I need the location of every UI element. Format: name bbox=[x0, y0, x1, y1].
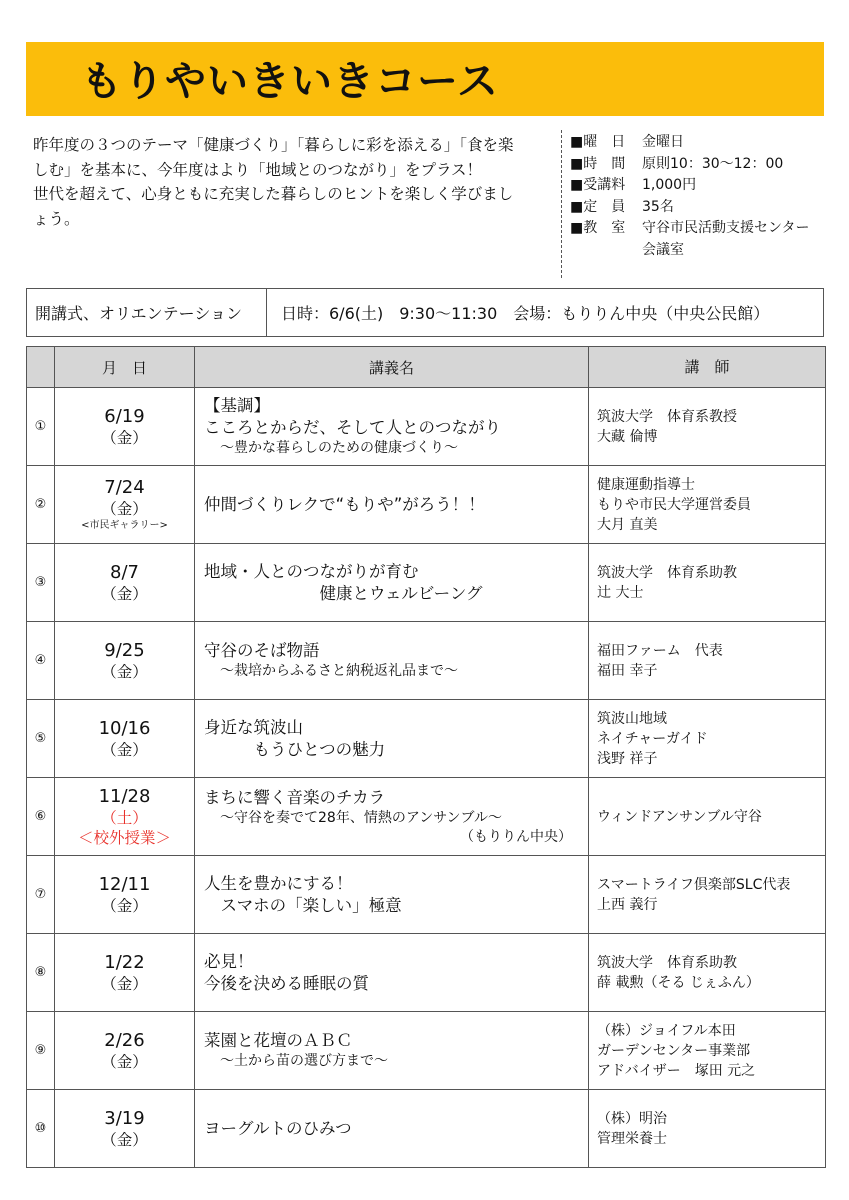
info-label: ■定 員 bbox=[570, 198, 626, 215]
session-title: 地域・人とのつながりが育む bbox=[204, 561, 419, 581]
session-number: ⑩ bbox=[27, 1090, 55, 1168]
table-row bbox=[27, 700, 826, 778]
info-row bbox=[570, 175, 845, 197]
lecturer-line: 筑波山地域 bbox=[597, 710, 667, 727]
lecturer-line: 福田ファーム 代表 bbox=[597, 642, 723, 659]
info-value: 金曜日 bbox=[642, 134, 684, 150]
lecturer-line: アドバイザー 塚田 元之 bbox=[597, 1062, 756, 1079]
session-date-cell bbox=[55, 1090, 195, 1168]
session-day: （金） bbox=[101, 1130, 148, 1149]
session-day: （金） bbox=[101, 1052, 148, 1071]
session-lecturer-cell bbox=[589, 466, 826, 544]
table-row bbox=[27, 778, 826, 856]
table-row bbox=[27, 388, 826, 466]
session-lecturer-cell bbox=[589, 1012, 826, 1090]
session-date-cell bbox=[55, 778, 195, 856]
session-title: まちに響く音楽のチカラ bbox=[204, 787, 386, 807]
session-title: 守谷のそば物語 bbox=[204, 641, 320, 660]
info-value: 1,000円 bbox=[642, 177, 697, 193]
info-value: 会議室 bbox=[642, 241, 684, 258]
info-label: ■時 間 bbox=[570, 155, 626, 172]
course-info bbox=[570, 132, 845, 261]
table-header-row bbox=[27, 347, 826, 388]
session-lecturer-cell bbox=[589, 700, 826, 778]
info-row bbox=[570, 240, 845, 262]
session-date-cell bbox=[55, 622, 195, 700]
intro-line: 昨年度の３つのテーマ「健康づくり」「暮らしに彩を添える」「食を楽 bbox=[33, 136, 514, 154]
header-date: 月 日 bbox=[55, 347, 195, 388]
session-date: 12/11 bbox=[98, 873, 151, 895]
lecturer-line: 健康運動指導士 bbox=[597, 476, 695, 493]
lecturer-line: （株）ジョイフル本田 bbox=[597, 1022, 736, 1039]
lecturer-line: （株）明治 bbox=[597, 1110, 667, 1127]
session-title-cell bbox=[195, 466, 589, 544]
intro-line: しむ」を基本に、今年度はより「地域とのつながり」をプラス！ bbox=[33, 160, 483, 179]
session-title-cell bbox=[195, 544, 589, 622]
session-title: 身近な筑波山 bbox=[204, 717, 303, 737]
table-row bbox=[27, 622, 826, 700]
session-day: （土） bbox=[101, 808, 148, 827]
lecturer-line: 管理栄養士 bbox=[597, 1130, 667, 1147]
lecturer-line: 福田 幸子 bbox=[597, 662, 658, 679]
lecturer-line: 上西 義行 bbox=[597, 896, 658, 913]
session-number: ⑥ bbox=[27, 778, 55, 856]
session-lecturer-cell bbox=[589, 622, 826, 700]
session-title-cell bbox=[195, 1012, 589, 1090]
table-row bbox=[27, 856, 826, 934]
session-title-cell bbox=[195, 934, 589, 1012]
lecturer-line: ウィンドアンサンブル守谷 bbox=[597, 808, 762, 825]
lecturer-line: 筑波大学 体育系教授 bbox=[597, 408, 737, 425]
lecturer-line: ガーデンセンター事業部 bbox=[597, 1042, 751, 1059]
lecturer-line: 薛 載勲（そる じぇふん） bbox=[597, 974, 760, 991]
session-title: 人生を豊かにする！ bbox=[204, 873, 353, 893]
info-row bbox=[570, 197, 845, 219]
session-title: 仲間づくりレクで“もりや”がろう！！ bbox=[204, 494, 485, 514]
session-date: 1/22 bbox=[104, 951, 145, 973]
session-date: 2/26 bbox=[104, 1029, 145, 1051]
session-lecturer-cell bbox=[589, 1090, 826, 1168]
session-day: （金） bbox=[101, 896, 148, 915]
info-row bbox=[570, 132, 845, 154]
session-title-cell bbox=[195, 388, 589, 466]
session-day: （金） bbox=[101, 428, 148, 447]
session-title-cell bbox=[195, 700, 589, 778]
session-date-cell bbox=[55, 466, 195, 544]
divider bbox=[561, 130, 562, 278]
session-date: 11/28 bbox=[98, 785, 151, 807]
session-title-cell bbox=[195, 856, 589, 934]
info-row bbox=[570, 218, 845, 240]
session-lecturer-cell bbox=[589, 778, 826, 856]
session-number: ⑨ bbox=[27, 1012, 55, 1090]
session-title-cell bbox=[195, 1090, 589, 1168]
session-date-cell bbox=[55, 934, 195, 1012]
session-date: 6/19 bbox=[104, 405, 145, 427]
session-title: 今後を決める睡眠の質 bbox=[204, 973, 369, 993]
table-row bbox=[27, 466, 826, 544]
schedule-table bbox=[26, 346, 826, 1168]
session-number: ⑤ bbox=[27, 700, 55, 778]
lecturer-line: もりや市民大学運営委員 bbox=[597, 496, 751, 513]
session-date: 7/24 bbox=[104, 477, 145, 498]
header-lecturer: 講 師 bbox=[589, 347, 826, 388]
session-date: 9/25 bbox=[104, 639, 145, 661]
orientation-label: 開講式、オリエンテーション bbox=[27, 289, 267, 336]
intro-line: ょう。 bbox=[33, 209, 80, 228]
session-number: ⑦ bbox=[27, 856, 55, 934]
intro-text bbox=[33, 133, 558, 231]
session-title: もうひとつの魅力 bbox=[204, 739, 386, 759]
lecturer-line: 大藏 倫博 bbox=[597, 428, 658, 445]
table-row bbox=[27, 1012, 826, 1090]
session-title: こころとからだ、そして人とのつながり bbox=[204, 418, 501, 437]
lecturer-line: 大月 直美 bbox=[597, 516, 658, 533]
session-date: 8/7 bbox=[110, 561, 139, 583]
lecturer-line: 筑波大学 体育系助教 bbox=[597, 564, 737, 581]
session-number: ④ bbox=[27, 622, 55, 700]
session-subtitle: 〜守谷を奏でて28年、情熱のアンサンブル〜 bbox=[220, 809, 502, 826]
header-title: 講義名 bbox=[195, 347, 589, 388]
session-date-cell bbox=[55, 856, 195, 934]
session-date-cell bbox=[55, 388, 195, 466]
orientation-detail: 日時：6/6(土) 9:30〜11:30 会場：もりりん中央（中央公民館） bbox=[281, 304, 770, 323]
session-number: ② bbox=[27, 466, 55, 544]
intro-line: 世代を超えて、心身ともに充実した暮らしのヒントを楽しく学びまし bbox=[33, 185, 514, 203]
info-label: ■受講料 bbox=[570, 177, 626, 193]
session-day: （金） bbox=[101, 740, 148, 759]
session-day: （金） bbox=[101, 974, 148, 993]
session-number: ③ bbox=[27, 544, 55, 622]
session-title: 菜園と花壇のＡＢＣ bbox=[204, 1031, 353, 1050]
title-banner bbox=[26, 42, 824, 116]
session-date-cell bbox=[55, 1012, 195, 1090]
session-day: （金） bbox=[101, 584, 148, 603]
info-value: 35名 bbox=[642, 198, 674, 215]
session-day: （金） bbox=[101, 662, 148, 681]
session-subtitle: （もりりん中央） bbox=[460, 828, 572, 845]
session-title-cell bbox=[195, 622, 589, 700]
session-date: 3/19 bbox=[104, 1107, 145, 1129]
lecturer-line: スマートライフ倶楽部SLC代表 bbox=[597, 876, 791, 893]
session-note: <市民ギャラリー> bbox=[81, 520, 168, 531]
session-title-cell bbox=[195, 778, 589, 856]
info-value: 守谷市民活動支援センター bbox=[642, 220, 810, 236]
session-subtitle: 〜土から苗の選び方まで〜 bbox=[220, 1053, 388, 1069]
session-number: ⑧ bbox=[27, 934, 55, 1012]
session-lecturer-cell bbox=[589, 388, 826, 466]
info-label: ■曜 日 bbox=[570, 134, 626, 150]
session-title: スマホの「楽しい」極意 bbox=[204, 895, 402, 915]
lecturer-line: 浅野 祥子 bbox=[597, 750, 658, 767]
session-subtitle: 〜豊かな暮らしのための健康づくり〜 bbox=[220, 440, 458, 456]
session-lecturer-cell bbox=[589, 934, 826, 1012]
page-title: もりやいきいきコース bbox=[81, 57, 499, 105]
session-title: 健康とウェルビーング bbox=[204, 583, 483, 603]
session-day: （金） bbox=[101, 500, 148, 518]
session-title: 【基調】 bbox=[204, 396, 270, 415]
info-value: 原則10：30〜12：00 bbox=[642, 155, 784, 172]
info-row bbox=[570, 154, 845, 176]
session-lecturer-cell bbox=[589, 856, 826, 934]
session-number: ① bbox=[27, 388, 55, 466]
lecturer-line: 筑波大学 体育系助教 bbox=[597, 954, 737, 971]
header-number bbox=[27, 347, 55, 388]
lecturer-line: ネイチャーガイド bbox=[597, 730, 708, 747]
session-date: 10/16 bbox=[98, 717, 151, 739]
session-title: ヨーグルトのひみつ bbox=[204, 1118, 352, 1138]
lecturer-line: 辻 大士 bbox=[597, 584, 644, 601]
session-note: ＜校外授業＞ bbox=[77, 828, 171, 847]
session-subtitle: 〜栽培からふるさと納税返礼品まで〜 bbox=[220, 663, 458, 679]
table-row bbox=[27, 1090, 826, 1168]
info-label: ■教 室 bbox=[570, 220, 626, 236]
session-date-cell bbox=[55, 700, 195, 778]
session-title: 必見！ bbox=[204, 951, 254, 971]
orientation-box bbox=[26, 288, 824, 337]
table-row bbox=[27, 544, 826, 622]
session-date-cell bbox=[55, 544, 195, 622]
info-label bbox=[570, 240, 642, 262]
session-lecturer-cell bbox=[589, 544, 826, 622]
table-row bbox=[27, 934, 826, 1012]
